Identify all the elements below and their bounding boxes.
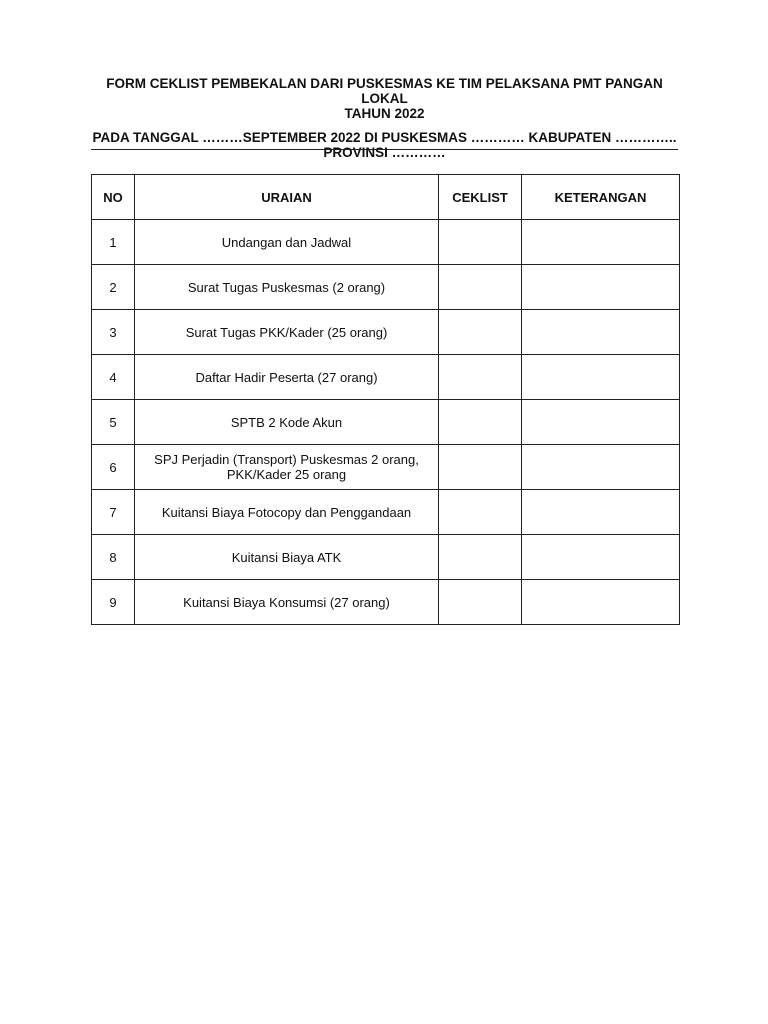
table-header-row — [92, 175, 680, 220]
row-no: 5 — [92, 400, 135, 445]
row-uraian: SPTB 2 Kode Akun — [135, 400, 439, 445]
column-header-no: NO — [92, 175, 135, 220]
table-row — [92, 265, 680, 310]
title-line-2: TAHUN 2022 — [344, 106, 425, 121]
document-title — [91, 76, 678, 121]
row-keterangan-cell[interactable] — [522, 580, 680, 625]
row-keterangan-cell[interactable] — [522, 355, 680, 400]
row-ceklist-cell[interactable] — [439, 445, 522, 490]
row-uraian: Daftar Hadir Peserta (27 orang) — [135, 355, 439, 400]
row-no: 9 — [92, 580, 135, 625]
subtitle-line-1: PADA TANGGAL ………SEPTEMBER 2022 DI PUSKESMAS ………… KABUPATEN ………….. — [92, 130, 677, 145]
row-uraian: Surat Tugas PKK/Kader (25 orang) — [135, 310, 439, 355]
row-ceklist-cell[interactable] — [439, 355, 522, 400]
row-keterangan-cell[interactable] — [522, 445, 680, 490]
checklist-table — [91, 174, 680, 625]
row-uraian: Undangan dan Jadwal — [135, 220, 439, 265]
row-no: 2 — [92, 265, 135, 310]
column-header-uraian: URAIAN — [135, 175, 439, 220]
row-ceklist-cell[interactable] — [439, 490, 522, 535]
row-no: 6 — [92, 445, 135, 490]
row-keterangan-cell[interactable] — [522, 265, 680, 310]
row-ceklist-cell[interactable] — [439, 580, 522, 625]
row-ceklist-cell[interactable] — [439, 400, 522, 445]
document-header — [91, 76, 678, 160]
row-keterangan-cell[interactable] — [522, 400, 680, 445]
table-row — [92, 535, 680, 580]
row-uraian: SPJ Perjadin (Transport) Puskesmas 2 orang, PKK/Kader 25 orang — [135, 445, 439, 490]
row-no: 7 — [92, 490, 135, 535]
row-no: 1 — [92, 220, 135, 265]
row-ceklist-cell[interactable] — [439, 265, 522, 310]
row-ceklist-cell[interactable] — [439, 220, 522, 265]
document-subtitle — [91, 130, 678, 160]
header-divider — [91, 149, 678, 150]
row-no: 3 — [92, 310, 135, 355]
column-header-keterangan: KETERANGAN — [522, 175, 680, 220]
subtitle-line-2: PROVINSI ………… — [323, 145, 446, 160]
row-keterangan-cell[interactable] — [522, 220, 680, 265]
row-keterangan-cell[interactable] — [522, 490, 680, 535]
row-ceklist-cell[interactable] — [439, 310, 522, 355]
row-keterangan-cell[interactable] — [522, 535, 680, 580]
table-row — [92, 580, 680, 625]
row-keterangan-cell[interactable] — [522, 310, 680, 355]
table-row — [92, 310, 680, 355]
table-row — [92, 445, 680, 490]
table-row — [92, 400, 680, 445]
row-uraian: Surat Tugas Puskesmas (2 orang) — [135, 265, 439, 310]
row-no: 4 — [92, 355, 135, 400]
table-row — [92, 490, 680, 535]
table-row — [92, 220, 680, 265]
table-row — [92, 355, 680, 400]
row-ceklist-cell[interactable] — [439, 535, 522, 580]
row-no: 8 — [92, 535, 135, 580]
title-line-1: FORM CEKLIST PEMBEKALAN DARI PUSKESMAS KE TIM PELAKSANA PMT PANGAN LOKAL — [106, 76, 663, 106]
row-uraian: Kuitansi Biaya Fotocopy dan Penggandaan — [135, 490, 439, 535]
column-header-ceklist: CEKLIST — [439, 175, 522, 220]
row-uraian: Kuitansi Biaya Konsumsi (27 orang) — [135, 580, 439, 625]
row-uraian: Kuitansi Biaya ATK — [135, 535, 439, 580]
